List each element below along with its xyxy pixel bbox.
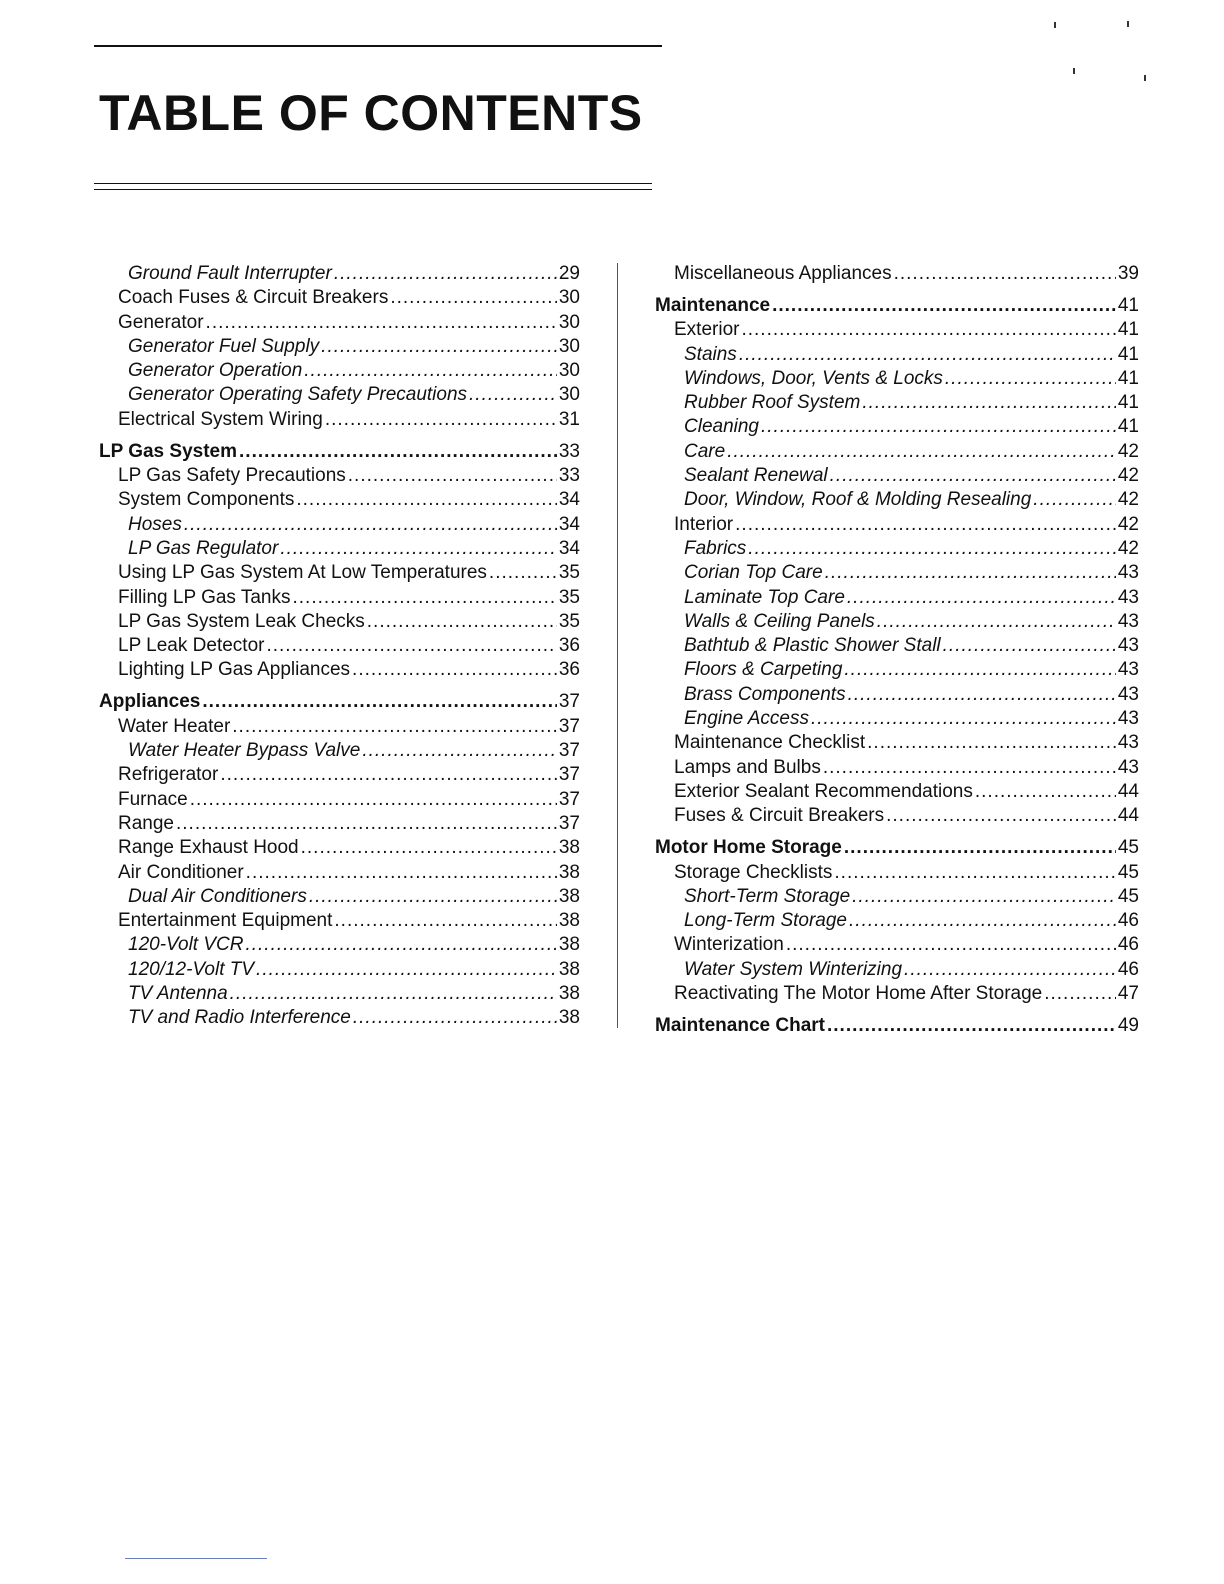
toc-page-number: 41 [1117, 392, 1139, 414]
dot-leader [190, 789, 557, 811]
dot-leader [741, 319, 1115, 341]
toc-entry[interactable] [99, 789, 580, 813]
toc-entry-title: Appliances [99, 691, 201, 713]
toc-page-number: 34 [558, 513, 580, 535]
dot-leader [489, 562, 557, 584]
dot-leader [296, 489, 557, 511]
toc-entry[interactable] [655, 368, 1139, 392]
toc-entry[interactable] [99, 659, 580, 683]
toc-page-number: 38 [558, 1007, 580, 1029]
toc-entry-title: System Components [118, 489, 295, 511]
toc-entry[interactable] [99, 934, 580, 958]
toc-page-number: 42 [1117, 489, 1139, 511]
dot-leader [184, 514, 557, 536]
toc-entry-title: 120-Volt VCR [128, 934, 244, 956]
toc-entry[interactable] [655, 441, 1139, 465]
dot-leader [739, 344, 1116, 366]
toc-entry-title: Rubber Roof System [684, 392, 861, 414]
toc-entry-title: Long-Term Storage [684, 910, 848, 932]
toc-entry-title: LP Gas Regulator [128, 537, 279, 559]
toc-page-number: 36 [558, 635, 580, 657]
toc-page-number: 46 [1117, 910, 1139, 932]
toc-page-number: 35 [558, 562, 580, 584]
toc-page-number: 30 [558, 360, 580, 382]
toc-entry[interactable] [99, 716, 580, 740]
toc-entry-title: Hoses [128, 513, 182, 535]
toc-entry-title: Filling LP Gas Tanks [118, 586, 291, 608]
toc-entry-title: Generator [118, 311, 204, 333]
toc-entry-title: Brass Components [684, 683, 846, 705]
toc-page-number: 37 [558, 715, 580, 737]
dot-leader [469, 384, 557, 406]
dot-leader [239, 441, 557, 463]
dot-leader [220, 764, 557, 786]
toc-entry-title: 120/12-Volt TV [128, 958, 255, 980]
dot-leader [206, 312, 557, 334]
dot-leader [348, 465, 557, 487]
dot-leader [772, 295, 1116, 317]
top-rule [94, 45, 662, 47]
toc-entry[interactable] [99, 263, 580, 287]
dot-leader [847, 587, 1116, 609]
toc-entry-title: Refrigerator [118, 764, 219, 786]
dot-leader [727, 441, 1116, 463]
toc-entry[interactable] [99, 384, 580, 408]
toc-entry-title: Motor Home Storage [655, 837, 842, 859]
dot-leader [266, 635, 556, 657]
toc-entry[interactable] [655, 562, 1139, 586]
toc-page-number: 29 [558, 263, 580, 284]
toc-page-number: 42 [1117, 537, 1139, 559]
toc-entry-title: Short-Term Storage [684, 885, 851, 907]
toc-page-number: 37 [558, 812, 580, 834]
title-underline-rule [94, 183, 652, 184]
toc-page-number: 38 [558, 861, 580, 883]
toc-page-number: 41 [1117, 294, 1139, 316]
toc-entry-title: Laminate Top Care [684, 586, 845, 608]
toc-entry-title: Lighting LP Gas Appliances [118, 659, 351, 681]
toc-entry[interactable] [99, 587, 580, 611]
toc-entry-title: Winterization [674, 934, 784, 956]
dot-leader [353, 1007, 557, 1029]
toc-entry[interactable] [655, 392, 1139, 416]
dot-leader [1033, 489, 1116, 511]
toc-page-number: 35 [558, 586, 580, 608]
toc-page-number: 39 [1117, 263, 1139, 284]
toc-page-number: 45 [1117, 861, 1139, 883]
toc-entry-title: Fuses & Circuit Breakers [674, 805, 885, 827]
dot-leader [827, 1015, 1116, 1037]
toc-page-number: 37 [558, 740, 580, 762]
toc-page-number: 44 [1117, 780, 1139, 802]
toc-entry[interactable] [655, 732, 1139, 756]
toc-page-number: 43 [1117, 683, 1139, 705]
toc-page-number: 34 [558, 489, 580, 511]
toc-entry-title: Water Heater Bypass Valve [128, 740, 361, 762]
toc-entry[interactable] [99, 983, 580, 1007]
dot-leader [894, 263, 1116, 285]
toc-page-number: 31 [558, 408, 580, 430]
toc-entry[interactable] [655, 611, 1139, 635]
toc-entry-title: Stains [684, 343, 737, 365]
toc-entry-title: TV Antenna [128, 982, 228, 1004]
dot-leader [280, 538, 557, 560]
toc-entry[interactable] [99, 562, 580, 586]
dot-leader [334, 910, 556, 932]
toc-entry[interactable] [99, 1007, 580, 1031]
toc-entry-title: Exterior Sealant Recommendations [674, 780, 973, 802]
toc-entry-title: Furnace [118, 788, 188, 810]
toc-entry[interactable] [99, 538, 580, 562]
dot-leader [748, 538, 1116, 560]
toc-page-number: 38 [558, 982, 580, 1004]
dot-leader [301, 837, 557, 859]
dot-leader [325, 409, 557, 431]
toc-entry-title: Generator Operation [128, 360, 303, 382]
toc-entry-title: Door, Window, Roof & Molding Resealing [684, 489, 1032, 511]
toc-entry-title: Bathtub & Plastic Shower Stall [684, 635, 941, 657]
toc-entry[interactable] [655, 465, 1139, 489]
scan-mark [1054, 22, 1056, 28]
dot-leader [202, 691, 556, 713]
dot-leader [245, 934, 556, 956]
toc-entry-title: Cleaning [684, 416, 759, 438]
dot-leader [334, 263, 557, 285]
toc-page-number: 38 [558, 885, 580, 907]
toc-entry-title: TV and Radio Interference [128, 1007, 351, 1029]
toc-entry[interactable] [99, 611, 580, 635]
toc-page-number: 38 [558, 958, 580, 980]
toc-entry-title: Exterior [674, 319, 740, 341]
toc-entry-title: Lamps and Bulbs [674, 756, 821, 778]
toc-entry[interactable] [655, 319, 1139, 343]
toc-entry-title: Fabrics [684, 537, 747, 559]
dot-leader [825, 562, 1116, 584]
column-divider [617, 263, 618, 1028]
toc-section-heading[interactable] [655, 837, 1139, 861]
dot-leader [735, 514, 1116, 536]
dot-leader [867, 732, 1116, 754]
toc-entry[interactable] [99, 514, 580, 538]
toc-entry-title: Reactivating The Motor Home After Storage [674, 982, 1043, 1004]
toc-entry[interactable] [655, 263, 1139, 287]
toc-page-number: 43 [1117, 756, 1139, 778]
toc-entry[interactable] [99, 287, 580, 311]
toc-page-number: 44 [1117, 805, 1139, 827]
dot-leader [352, 659, 557, 681]
toc-entry-title: Entertainment Equipment [118, 910, 333, 932]
toc-page-number: 42 [1117, 513, 1139, 535]
dot-leader [246, 862, 557, 884]
dot-leader [367, 611, 557, 633]
toc-page-number: 43 [1117, 708, 1139, 730]
toc-section-heading[interactable] [99, 691, 580, 715]
toc-entry-title: Generator Operating Safety Precautions [128, 384, 468, 406]
dot-leader [362, 740, 557, 762]
dot-leader [904, 959, 1116, 981]
dot-leader [232, 716, 557, 738]
dot-leader [844, 659, 1115, 681]
toc-entry-title: LP Leak Detector [118, 635, 265, 657]
toc-section-heading[interactable] [99, 441, 580, 465]
toc-entry[interactable] [655, 886, 1139, 910]
toc-entry[interactable] [655, 489, 1139, 513]
dot-leader [877, 611, 1116, 633]
toc-entry-title: LP Gas System [99, 440, 238, 462]
toc-page-number: 38 [558, 934, 580, 956]
footer-rule [125, 1558, 267, 1559]
toc-entry[interactable] [655, 934, 1139, 958]
dot-leader [848, 684, 1116, 706]
toc-entry[interactable] [655, 862, 1139, 886]
toc-entry[interactable] [99, 813, 580, 837]
dot-leader [943, 635, 1116, 657]
toc-entry-title: Windows, Door, Vents & Locks [684, 367, 943, 389]
toc-entry[interactable] [655, 587, 1139, 611]
toc-entry-title: Floors & Carpeting [684, 659, 843, 681]
toc-page-number: 42 [1117, 440, 1139, 462]
dot-leader [176, 813, 557, 835]
dot-leader [844, 837, 1116, 859]
toc-entry-title: Miscellaneous Appliances [674, 263, 892, 284]
dot-leader [886, 805, 1116, 827]
toc-entry-title: LP Gas Safety Precautions [118, 465, 346, 487]
toc-left-column [99, 263, 580, 1032]
toc-entry-title: Air Conditioner [118, 861, 244, 883]
dot-leader [811, 708, 1116, 730]
scan-mark [1144, 75, 1146, 81]
toc-right-column [655, 263, 1139, 1039]
toc-entry-title: Sealant Renewal [684, 465, 828, 487]
toc-page-number: 38 [558, 910, 580, 932]
dot-leader [862, 392, 1116, 414]
toc-entry-title: Engine Access [684, 708, 809, 730]
dot-leader [945, 368, 1116, 390]
toc-entry-title: Ground Fault Interrupter [128, 263, 332, 284]
title-underline-rule-2 [94, 189, 652, 190]
toc-entry[interactable] [655, 805, 1139, 829]
toc-entry[interactable] [99, 489, 580, 513]
scan-mark [1127, 21, 1129, 27]
toc-page-number: 46 [1117, 958, 1139, 980]
toc-entry[interactable] [655, 684, 1139, 708]
toc-entry[interactable] [99, 910, 580, 934]
toc-page-number: 37 [558, 788, 580, 810]
toc-entry-title: Corian Top Care [684, 562, 823, 584]
dot-leader [321, 336, 557, 358]
toc-page-number: 41 [1117, 367, 1139, 389]
scan-mark [1073, 68, 1075, 74]
dot-leader [830, 465, 1116, 487]
dot-leader [390, 287, 557, 309]
toc-entry-title: Storage Checklists [674, 861, 833, 883]
toc-page-number: 34 [558, 537, 580, 559]
toc-entry[interactable] [655, 416, 1139, 440]
toc-page-number: 35 [558, 610, 580, 632]
dot-leader [256, 959, 557, 981]
toc-entry-title: Using LP Gas System At Low Temperatures [118, 562, 487, 584]
dot-leader [230, 983, 557, 1005]
toc-entry-title: Range Exhaust Hood [118, 837, 299, 859]
toc-entry[interactable] [655, 959, 1139, 983]
toc-page-number: 30 [558, 311, 580, 333]
toc-entry[interactable] [99, 360, 580, 384]
toc-entry[interactable] [99, 465, 580, 489]
dot-leader [834, 862, 1115, 884]
toc-page-number: 30 [558, 384, 580, 406]
dot-leader [293, 587, 557, 609]
toc-entry[interactable] [99, 764, 580, 788]
toc-page-number: 45 [1117, 837, 1139, 859]
toc-entry-title: Maintenance [655, 294, 771, 316]
dot-leader [304, 360, 557, 382]
toc-entry[interactable] [99, 312, 580, 336]
toc-entry[interactable] [655, 344, 1139, 368]
dot-leader [852, 886, 1116, 908]
toc-section-heading[interactable] [655, 295, 1139, 319]
toc-page-number: 41 [1117, 319, 1139, 341]
dot-leader [761, 416, 1116, 438]
toc-entry[interactable] [655, 781, 1139, 805]
toc-page-number: 43 [1117, 610, 1139, 632]
toc-entry-title: Interior [674, 513, 734, 535]
toc-entry-title: Dual Air Conditioners [128, 885, 307, 907]
toc-entry-title: Coach Fuses & Circuit Breakers [118, 287, 389, 309]
toc-page-number: 49 [1117, 1014, 1139, 1036]
toc-page-number: 43 [1117, 659, 1139, 681]
toc-page-number: 30 [558, 287, 580, 309]
toc-entry[interactable] [99, 837, 580, 861]
toc-entry[interactable] [99, 740, 580, 764]
toc-entry-title: Generator Fuel Supply [128, 335, 320, 357]
toc-entry[interactable] [655, 910, 1139, 934]
toc-page-number: 41 [1117, 343, 1139, 365]
toc-entry-title: Maintenance Chart [655, 1014, 825, 1036]
toc-entry[interactable] [655, 538, 1139, 562]
toc-page-number: 41 [1117, 416, 1139, 438]
dot-leader [1044, 983, 1116, 1005]
dot-leader [975, 781, 1116, 803]
toc-entry-title: Electrical System Wiring [118, 408, 323, 430]
toc-page-number: 43 [1117, 562, 1139, 584]
dot-leader [309, 886, 557, 908]
toc-page-number: 38 [558, 837, 580, 859]
toc-entry-title: Care [684, 440, 726, 462]
toc-section-heading[interactable] [655, 1015, 1139, 1039]
toc-entry[interactable] [99, 336, 580, 360]
toc-page-number: 36 [558, 659, 580, 681]
toc-entry-title: Maintenance Checklist [674, 732, 866, 754]
toc-entry[interactable] [655, 514, 1139, 538]
toc-page-number: 47 [1117, 982, 1139, 1004]
toc-entry[interactable] [655, 708, 1139, 732]
toc-page-number: 30 [558, 335, 580, 357]
toc-entry-title: Walls & Ceiling Panels [684, 610, 875, 632]
toc-entry[interactable] [655, 635, 1139, 659]
toc-entry[interactable] [99, 959, 580, 983]
toc-page-number: 43 [1117, 586, 1139, 608]
toc-entry-title: Range [118, 812, 174, 834]
toc-page-number: 37 [558, 764, 580, 786]
dot-leader [849, 910, 1116, 932]
toc-entry[interactable] [655, 757, 1139, 781]
toc-entry-title: Water System Winterizing [684, 958, 903, 980]
dot-leader [786, 934, 1116, 956]
toc-entry[interactable] [655, 983, 1139, 1007]
toc-entry[interactable] [99, 886, 580, 910]
toc-page-number: 43 [1117, 732, 1139, 754]
dot-leader [823, 757, 1116, 779]
toc-page-number: 33 [558, 440, 580, 462]
toc-page-number: 37 [558, 691, 580, 713]
toc-page-number: 45 [1117, 885, 1139, 907]
page-title: TABLE OF CONTENTS [99, 85, 643, 141]
toc-entry[interactable] [655, 659, 1139, 683]
toc-page-number: 46 [1117, 934, 1139, 956]
toc-page-number: 33 [558, 465, 580, 487]
toc-entry[interactable] [99, 862, 580, 886]
toc-page-number: 43 [1117, 635, 1139, 657]
toc-entry[interactable] [99, 409, 580, 433]
toc-entry-title: Water Heater [118, 715, 231, 737]
toc-page-number: 42 [1117, 465, 1139, 487]
toc-entry[interactable] [99, 635, 580, 659]
toc-entry-title: LP Gas System Leak Checks [118, 610, 365, 632]
